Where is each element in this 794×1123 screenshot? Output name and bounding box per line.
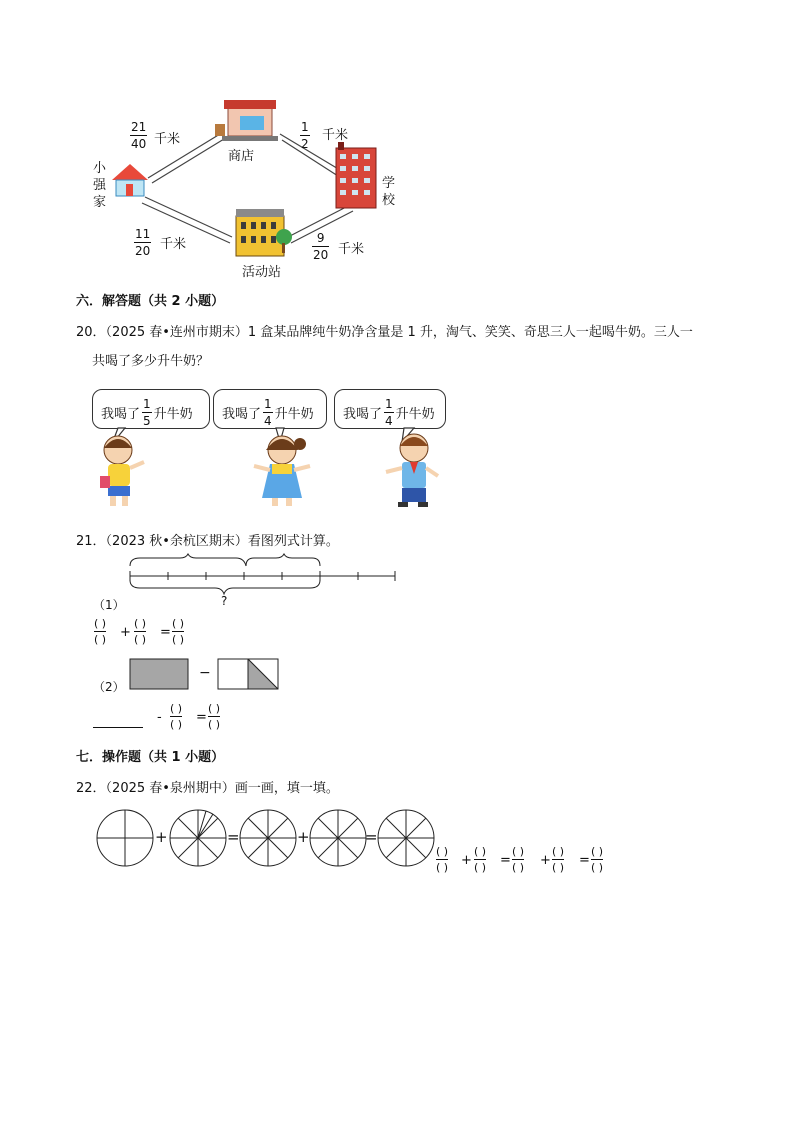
equals-sign: =: [160, 625, 171, 640]
school-label: 学 校: [382, 176, 396, 208]
q21-part1-label: （1）: [93, 598, 125, 612]
section6-heading: 六．解答题（共 2 小题）: [76, 294, 225, 309]
boy-qisi-icon: [386, 434, 438, 507]
speech-bubble-2: 我喝了 $\frac{1}{4}$ 升牛奶: [213, 389, 327, 429]
minus-sign-2: -: [157, 710, 162, 725]
blank-fraction[interactable]: ( ) ( ): [134, 617, 147, 646]
shop-label: 商店: [228, 149, 255, 164]
dist-station-school-fraction: 9 20: [313, 231, 329, 262]
dist-home-station-unit: 千米: [160, 237, 187, 252]
equals-sign: =: [365, 828, 378, 846]
dist-home-shop-unit: 千米: [154, 132, 181, 147]
activity-station-icon: [236, 209, 292, 256]
blank-fraction[interactable]: ( ) ( ): [591, 845, 604, 874]
circle-eighths-b: [240, 810, 296, 866]
boy-taoqi-icon: [100, 436, 144, 506]
speech-bubble-1: 我喝了 $\frac{1}{5}$ 升牛奶: [92, 389, 210, 429]
plus-sign: +: [461, 853, 472, 868]
circles-diagram: [0, 800, 794, 880]
plus-sign: +: [120, 625, 131, 640]
equals-sign: =: [196, 710, 207, 725]
circle-quarters: [97, 810, 153, 866]
plus-sign: +: [540, 853, 551, 868]
girl-xiaoxiao-icon: [254, 436, 310, 506]
map-figure: [0, 0, 794, 290]
q21-part2-label: （2）: [93, 680, 125, 694]
section7-heading: 七．操作题（共 1 小题）: [76, 750, 225, 765]
blank-fraction[interactable]: ( ) ( ): [436, 845, 449, 874]
blank-fraction[interactable]: ( ) ( ): [172, 617, 185, 646]
rectangles-diagram: [0, 655, 794, 695]
school-icon: [336, 142, 376, 208]
q20-line1: 20．（2025 春•连州市期末）1 盒某品牌纯牛奶净含量是 1 升，淘气、笑笑、奇思三人一起喝牛奶。三人一: [76, 325, 693, 340]
blank-fraction[interactable]: ( ) ( ): [474, 845, 487, 874]
number-line-diagram: [0, 552, 794, 602]
q20-line2: 共喝了多少升牛奶？: [92, 354, 210, 369]
plus-sign: +: [155, 828, 168, 846]
home-label: 小 强 家: [93, 161, 107, 210]
station-label: 活动站: [242, 265, 282, 280]
children-illustration: [0, 420, 794, 515]
answer-underline[interactable]: [93, 727, 143, 728]
dist-shop-school-unit: 千米: [322, 128, 349, 143]
speech-bubble-3: 我喝了 $\frac{1}{4}$ 升牛奶: [334, 389, 446, 429]
dist-home-shop-fraction: 21 40: [131, 120, 147, 151]
blank-fraction[interactable]: ( ) ( ): [208, 702, 221, 731]
minus-sign: −: [199, 665, 211, 681]
shop-icon: [215, 100, 278, 141]
q22-line: 22．（2025 春•泉州期中）画一画，填一填。: [76, 781, 339, 796]
dist-shop-school-fraction: 1 2: [301, 120, 309, 151]
plus-sign: +: [297, 828, 310, 846]
question-mark: ?: [221, 594, 228, 608]
q21-line: 21．（2023 秋•余杭区期末）看图列式计算。: [76, 534, 339, 549]
equals-sign: =: [500, 853, 511, 868]
dist-home-station-fraction: 11 20: [135, 227, 151, 258]
circle-eighths-d: [378, 810, 434, 866]
home-icon: [112, 164, 148, 196]
dist-station-school-unit: 千米: [338, 242, 365, 257]
blank-fraction[interactable]: ( ) ( ): [512, 845, 525, 874]
equals-sign: =: [579, 853, 590, 868]
circle-eighths-c: [310, 810, 366, 866]
equals-sign: =: [227, 828, 240, 846]
blank-fraction[interactable]: ( ) ( ): [94, 617, 107, 646]
blank-fraction[interactable]: ( ) ( ): [552, 845, 565, 874]
circle-eighths-a: [170, 810, 226, 866]
blank-fraction[interactable]: ( ) ( ): [170, 702, 183, 731]
